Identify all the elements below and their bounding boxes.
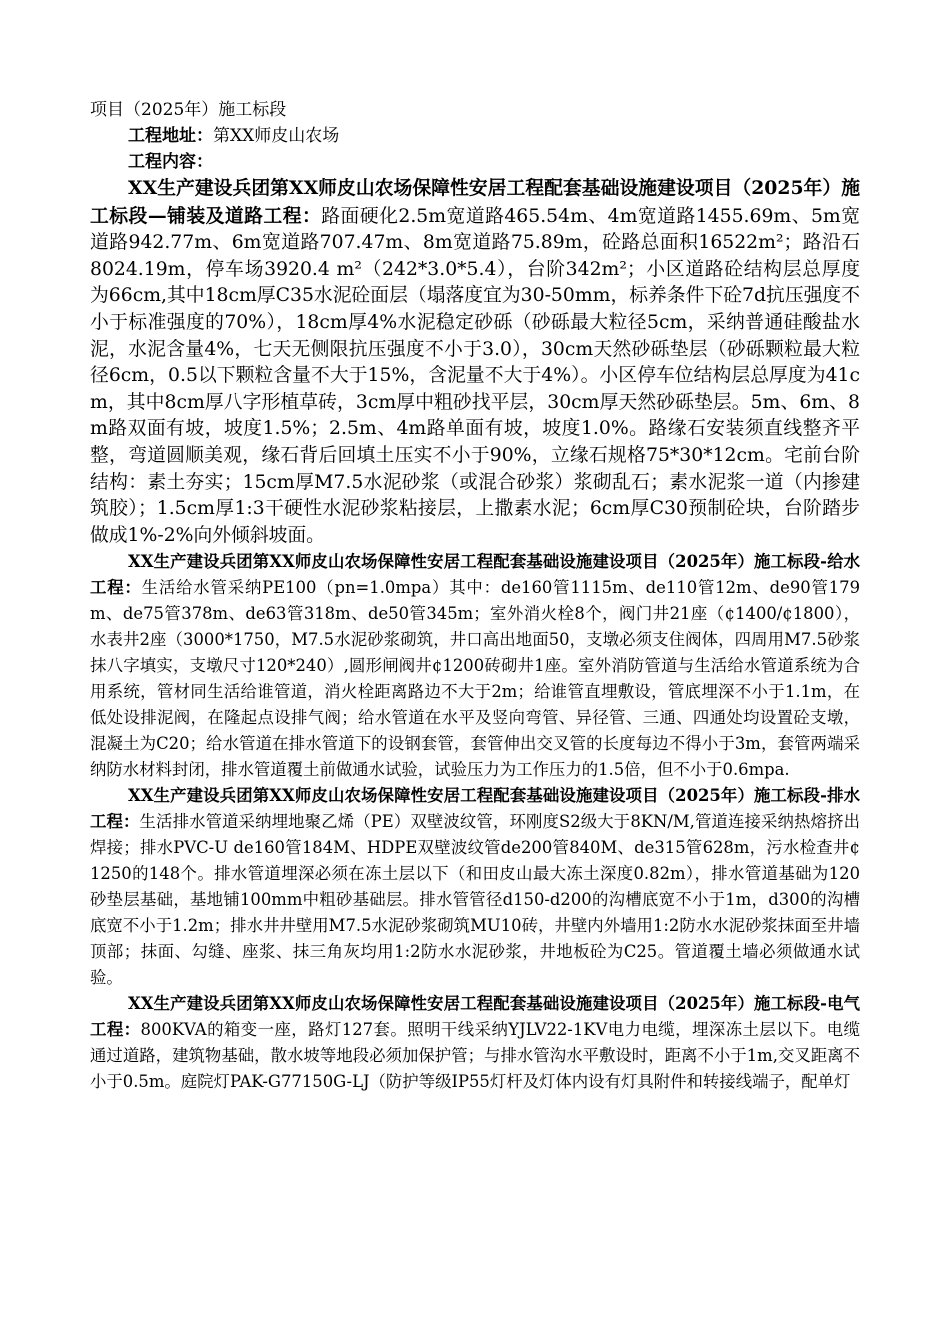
section-paving-roads: [90, 175, 860, 549]
project-address-line: [90, 123, 860, 149]
document-body: [90, 97, 860, 1095]
section-water-supply: [90, 549, 860, 783]
section-electrical: [90, 991, 860, 1095]
section-body: 路面硬化2.5m宽道路465.54m、4m宽道路1455.69m、5m宽道路942.77m、6m宽道路707.47m、8m宽道路75.89m，砼路总面积16522m²；路沿石8024.19m，停车场3920.4 m²（242*3.0*5.4），台阶342m²；小区道路砼结构层总厚度为66cm,其中18cm厚C35水泥砼面层（塌落度宜为30-50mm，标养条件下砼7d抗压强度不小于标准强度的70%），18cm厚4%水泥稳定砂砾（砂砾最大粒径5cm，采纳普通硅酸盐水泥，水泥含量4%，七天无侧限抗压强度不小于3.0），30cm天然砂砾垫层（砂砾颗粒最大粒径6cm，0.5以下颗粒含量不大于15%，含泥量不大于4%）。小区停车位结构层总厚度为41cm，其中8cm厚八字形植草砖，3cm厚中粗砂找平层，30cm厚天然砂砾垫层。5m、6m、8m路双面有坡，坡度1.5%；2.5m、4m路单面有坡，坡度1.0%。路缘石安装须直线整齐平整，弯道圆顺美观，缘石背后回填土压实不小于90%，立缘石规格75*30*12cm。宅前台阶结构：素土夯实；15cm厚M7.5水泥砂浆（或混合砂浆）浆砌乱石；素水泥浆一道（内掺建筑胶）；1.5cm厚1:3干硬性水泥砂浆粘接层，上撒素水泥；6cm厚C30预制砼块，台阶踏步做成1%-2%向外倾斜坡面。: [90, 205, 860, 546]
document-title-text: 项目（2025年）施工标段: [90, 100, 287, 120]
document-title: [90, 97, 860, 123]
section-heading: XX生产建设兵团第XX师皮山农场保障性安居工程配套基础设施建设项目（2025年）施工标段-排水工程：: [90, 786, 860, 832]
section-drainage: [90, 783, 860, 991]
project-content-label: 工程内容：: [128, 152, 213, 172]
section-body: 生活排水管道采纳埋地聚乙烯（PE）双壁波纹管，环刚度S2级大于8KN/M,管道连接采纳热熔挤出焊接；排水PVC-U de160管184M、HDPE双壁波纹管de200管840M、de315管628m，污水检查井¢1250的148个。排水管道埋深必须在冻土层以下（和田皮山最大冻土深度0.82m），排水管道基础为120砂垫层基础，基地铺100mm中粗砂基础层。排水管管径d150-d200的沟槽底宽不小于1m，d300的沟槽底宽不小于1.2m；排水井井壁用M7.5水泥砂浆砌筑MU10砖，井壁内外墙用1:2防水水泥砂浆抹面至井墙顶部；抹面、勾缝、座浆、抹三角灰均用1:2防水水泥砂浆，井地板砼为C25。管道覆土墙必须做通水试验。: [90, 812, 860, 988]
project-address-value: 第XX师皮山农场: [213, 126, 340, 146]
section-heading: XX生产建设兵团第XX师皮山农场保障性安居工程配套基础设施建设项目（2025年）施工标段-电气工程：: [90, 994, 860, 1040]
section-heading: XX生产建设兵团第XX师皮山农场保障性安居工程配套基础设施建设项目（2025年）施工标段—铺装及道路工程：: [90, 177, 860, 227]
section-heading: XX生产建设兵团第XX师皮山农场保障性安居工程配套基础设施建设项目（2025年）施工标段-给水工程：: [90, 552, 860, 598]
project-content-line: [90, 149, 860, 175]
section-body: 生活给水管采纳PE100（pn=1.0mpa）其中：de160管1115m、de110管12m、de90管179m、de75管378m、de63管318m、de50管345m；室外消火栓8个，阀门井21座（¢1400/¢1800），水表井2座（3000*1750，M7.5水泥砂浆砌筑，井口高出地面50，支墩必须支住阀体，四周用M7.5砂浆抹八字填实，支墩尺寸120*240）,圆形闸阀井¢1200砖砌井1座。室外消防管道与生活给水管道系统为合用系统，管材同生活给谁管道，消火栓距离路边不大于2m；给谁管直埋敷设，管底埋深不小于1.1m，在低处设排泥阀，在隆起点设排气阀；给水管道在水平及竖向弯管、异径管、三通、四通处均设置砼支墩，混凝土为C20；给水管道在排水管道下的设钢套管，套管伸出交叉管的长度每边不得小于3m，套管两端采纳防水材料封闭，排水管道覆土前做通水试验，试验压力为工作压力的1.5倍，但不小于0.6mpa.: [90, 578, 861, 780]
project-address-label: 工程地址：: [128, 126, 213, 146]
section-body: 800KVA的箱变一座，路灯127套。照明干线采纳YJLV22-1KV电力电缆，埋深冻土层以下。电缆通过道路，建筑物基础，散水坡等地段必须加保护管；与排水管沟水平敷设时，距离不小于1m,交叉距离不小于0.5m。庭院灯PAK-G77150G-LJ（防护等级IP55灯杆及灯体内设有灯具附件和转接线端子，配单灯: [90, 1020, 860, 1092]
